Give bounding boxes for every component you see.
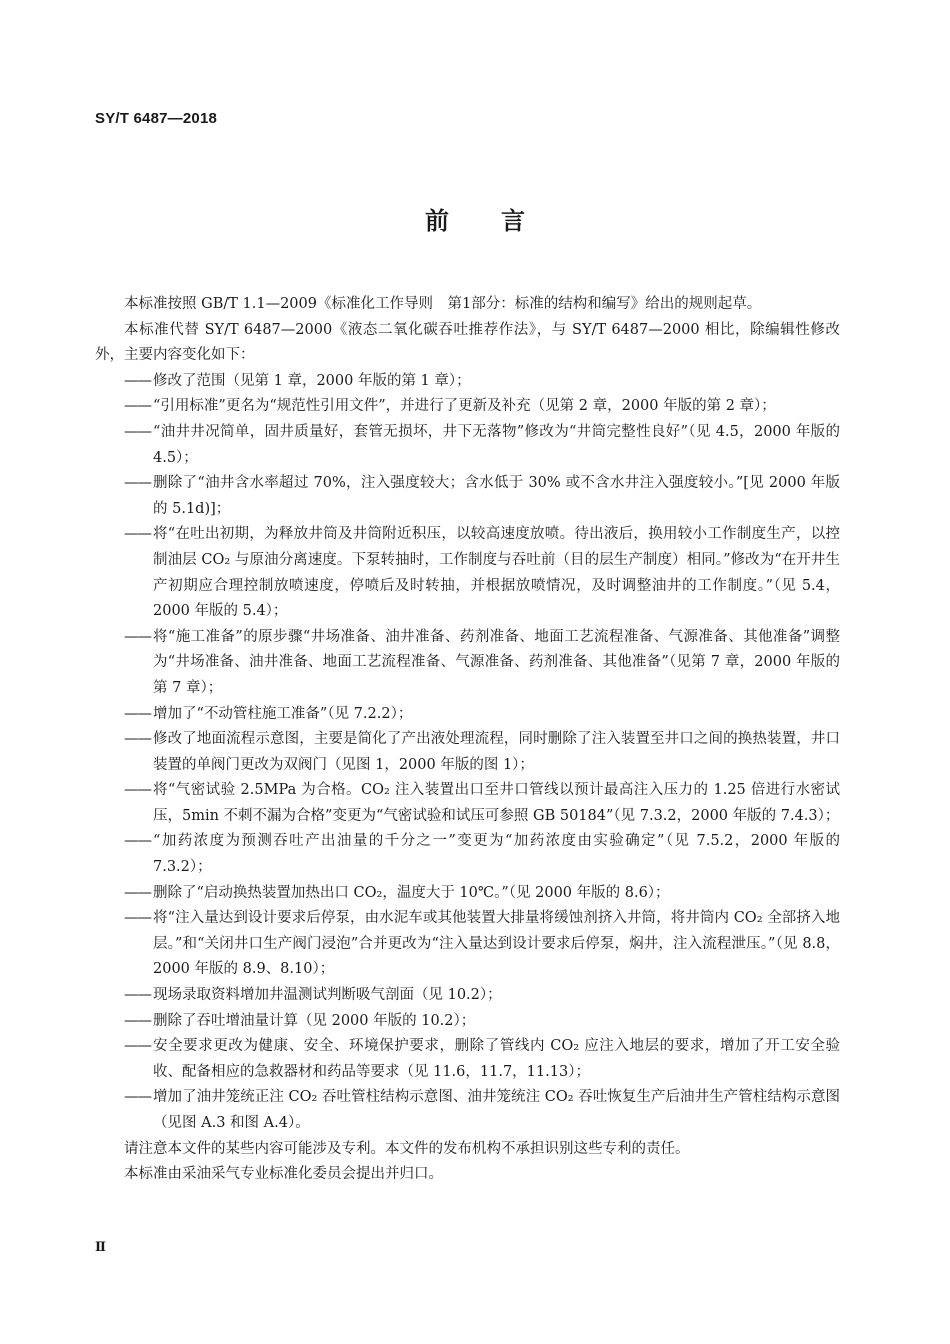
change-text: 增加了“不动管柱施工准备”（见 7.2.2）；	[153, 705, 413, 722]
change-text: 将“注入量达到设计要求后停泵，由水泥车或其他装置大排量将缓蚀剂挤入井筒，将井筒内 CO₂ 全部挤入地层。”和“关闭井口生产阀门浸泡”合并更改为“注入量达到设计要求后停泵，焖井，注入流程泄压。”（见 8.8，2000 年版的 8.9、8.10）；	[153, 910, 840, 978]
change-item	[95, 983, 840, 1009]
document-body	[95, 292, 840, 1188]
list-dash: ——	[124, 987, 151, 1004]
change-item	[95, 778, 840, 829]
standard-code: SY/T 6487—2018	[95, 110, 218, 127]
change-item	[95, 727, 840, 778]
list-dash: ——	[124, 526, 151, 543]
change-item	[95, 702, 840, 728]
change-item	[95, 522, 840, 624]
change-item	[95, 369, 840, 395]
change-text: 将“施工准备”的原步骤“井场准备、油井准备、药剂准备、地面工艺流程准备、气源准备、其他准备”调整为“井场准备、油井准备、地面工艺流程准备、气源准备、药剂准备、其他准备”（见第 7 章，2000 年版的第 7 章）；	[153, 628, 840, 696]
change-item	[95, 906, 840, 983]
list-dash: ——	[124, 910, 151, 927]
change-item	[95, 394, 840, 420]
change-item	[95, 1034, 840, 1085]
list-dash: ——	[124, 628, 151, 645]
patent-notice: 请注意本文件的某些内容可能涉及专利。本文件的发布机构不承担识别这些专利的责任。	[124, 1140, 690, 1157]
change-text: 增加了油井笼统正注 CO₂ 吞吐管柱结构示意图、油井笼统注 CO₂ 吞吐恢复生产后油井生产管柱结构示意图（见图 A.3 和图 A.4）。	[153, 1089, 840, 1131]
intro-paragraph-2: 本标准代替 SY/T 6487—2000《液态二氧化碳吞吐推荐作法》，与 SY/T 6487—2000 相比，除编辑性修改外，主要内容变化如下：	[95, 321, 840, 364]
change-text: 安全要求更改为健康、安全、环境保护要求，删除了管线内 CO₂ 应注入地层的要求，增加了开工安全验收、配备相应的急救器材和药品等要求（见 11.6，11.7，11.13）；	[153, 1038, 840, 1080]
change-item	[95, 881, 840, 907]
list-dash: ——	[124, 1038, 151, 1055]
change-text: “油井井况简单，固井质量好，套管无损坏，井下无落物”修改为“井筒完整性良好”（见 4.5，2000 年版的 4.5）；	[153, 423, 840, 466]
list-dash: ——	[124, 1089, 151, 1106]
change-item	[95, 625, 840, 702]
change-text: 现场录取资料增加井温测试判断吸气剖面（见 10.2）；	[153, 987, 502, 1004]
change-item	[95, 829, 840, 880]
change-text: 修改了地面流程示意图，主要是简化了产出液处理流程，同时删除了注入装置至井口之间的换热装置，井口装置的单阀门更改为双阀门（见图 1，2000 年版的图 1）；	[153, 731, 840, 773]
change-text: 修改了范围（见第 1 章，2000 年版的第 1 章）；	[153, 372, 471, 389]
change-item	[95, 1009, 840, 1035]
list-dash: ——	[124, 398, 151, 415]
change-text: 将“在吐出初期，为释放井筒及井筒附近积压，以较高速度放喷。待出液后，换用较小工作制度生产，以控制油层 CO₂ 与原油分离速度。下泵转抽时，工作制度与吞吐前（目的层生产制度）相同。”修改为“在开井生产初期应合理控制放喷速度，停喷后及时转抽，并根据放喷情况，及时调整油井的工作制度。”（见 5.4，2000 年版的 5.4）；	[153, 526, 840, 620]
change-text: 将“气密试验 2.5MPa 为合格。CO₂ 注入装置出口至井口管线以预计最高注入压力的 1.25 倍进行水密试压，5min 不刺不漏为合格”变更为“气密试验和试压可参照 GB 50184”（见 7.3.2，2000 年版的 7.4.3）；	[153, 782, 840, 824]
page-title: 前言	[425, 207, 577, 235]
list-dash: ——	[124, 884, 151, 901]
list-dash: ——	[124, 731, 151, 748]
change-item	[95, 420, 840, 471]
change-item	[95, 471, 840, 522]
change-text: 删除了“油井含水率超过 70%，注入强度较大；含水低于 30% 或不含水井注入强度较小。”[见 2000 年版的 5.1d)]；	[153, 475, 840, 517]
list-dash: ——	[124, 833, 151, 850]
list-dash: ——	[124, 705, 151, 722]
list-dash: ——	[124, 372, 151, 389]
list-dash: ——	[124, 782, 151, 799]
change-text: 删除了吞吐增油量计算（见 2000 年版的 10.2）；	[153, 1012, 476, 1029]
change-text: “引用标准”更名为“规范性引用文件”，并进行了更新及补充（见第 2 章，2000 年版的第 2 章）；	[153, 398, 776, 415]
intro-paragraph-1: 本标准按照 GB/T 1.1—2009《标准化工作导则 第1部分：标准的结构和编写》给出的规则起草。	[124, 296, 762, 312]
change-item	[95, 1085, 840, 1136]
list-dash: ——	[124, 1012, 151, 1029]
changes-list	[95, 369, 840, 1137]
proposer-statement: 本标准由采油采气专业标准化委员会提出并归口。	[124, 1166, 443, 1183]
page-number: Ⅱ	[95, 1240, 106, 1255]
list-dash: ——	[124, 475, 151, 492]
change-text: 删除了“启动换热装置加热出口 CO₂，温度大于 10℃。”（见 2000 年版的 8.6）；	[153, 884, 670, 901]
change-text: “加药浓度为预测吞吐产出油量的千分之一”变更为“加药浓度由实验确定”（见 7.5.2，2000 年版的 7.3.2）；	[153, 833, 840, 876]
list-dash: ——	[124, 423, 151, 440]
